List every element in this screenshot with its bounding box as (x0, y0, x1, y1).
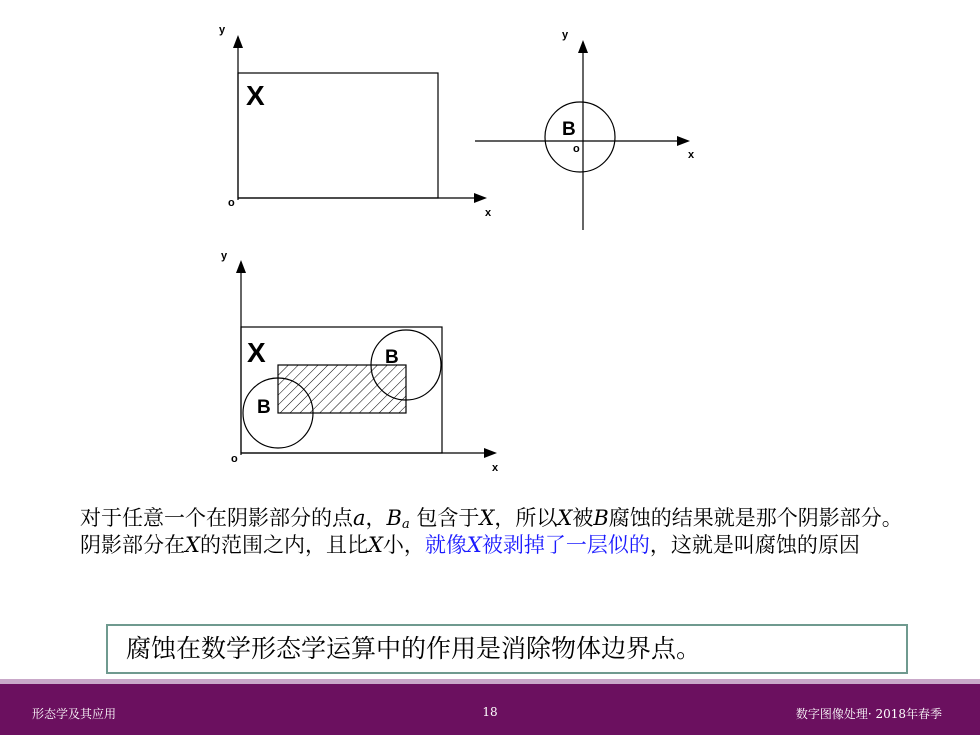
x-axis-label: x (688, 149, 695, 161)
set-x-label: X (246, 80, 265, 111)
footer-bar (0, 684, 980, 735)
element-b-label: B (562, 119, 576, 140)
explanation-paragraph: 对于任意一个在阴影部分的点a，$B_a$ 包含于X，所以X被B腐蚀的结果就是那个阴影部分。阴影部分在X的范围之内，且比X小，就像X被剥掉了一层似的，这就是叫腐蚀的原因 (80, 506, 903, 557)
element-b-label-top: B (385, 347, 399, 368)
y-axis-label: y (562, 29, 569, 41)
footer-course-term: 数字图像处理· 2018年春季 (795, 707, 942, 721)
summary-callout: 腐蚀在数学形态学运算中的作用是消除物体边界点。 (106, 624, 908, 674)
x-axis-label: x (492, 462, 499, 474)
origin-label: o (228, 197, 235, 209)
figure-structuring-element (470, 25, 720, 245)
footer-page-number: 18 (482, 705, 498, 719)
origin-label: o (573, 143, 580, 155)
figure-erosion-result (215, 250, 515, 480)
set-x-label: X (247, 337, 266, 368)
highlighted-phrase: 就像X被剥掉了一层似的 (424, 533, 650, 557)
y-axis-label: y (219, 24, 226, 36)
element-b-label-bottom: B (257, 397, 271, 418)
origin-label: o (231, 453, 238, 465)
x-axis-label: x (485, 207, 492, 219)
footer-course-title: 形态学及其应用 (32, 707, 117, 721)
y-axis-label: y (221, 250, 228, 262)
